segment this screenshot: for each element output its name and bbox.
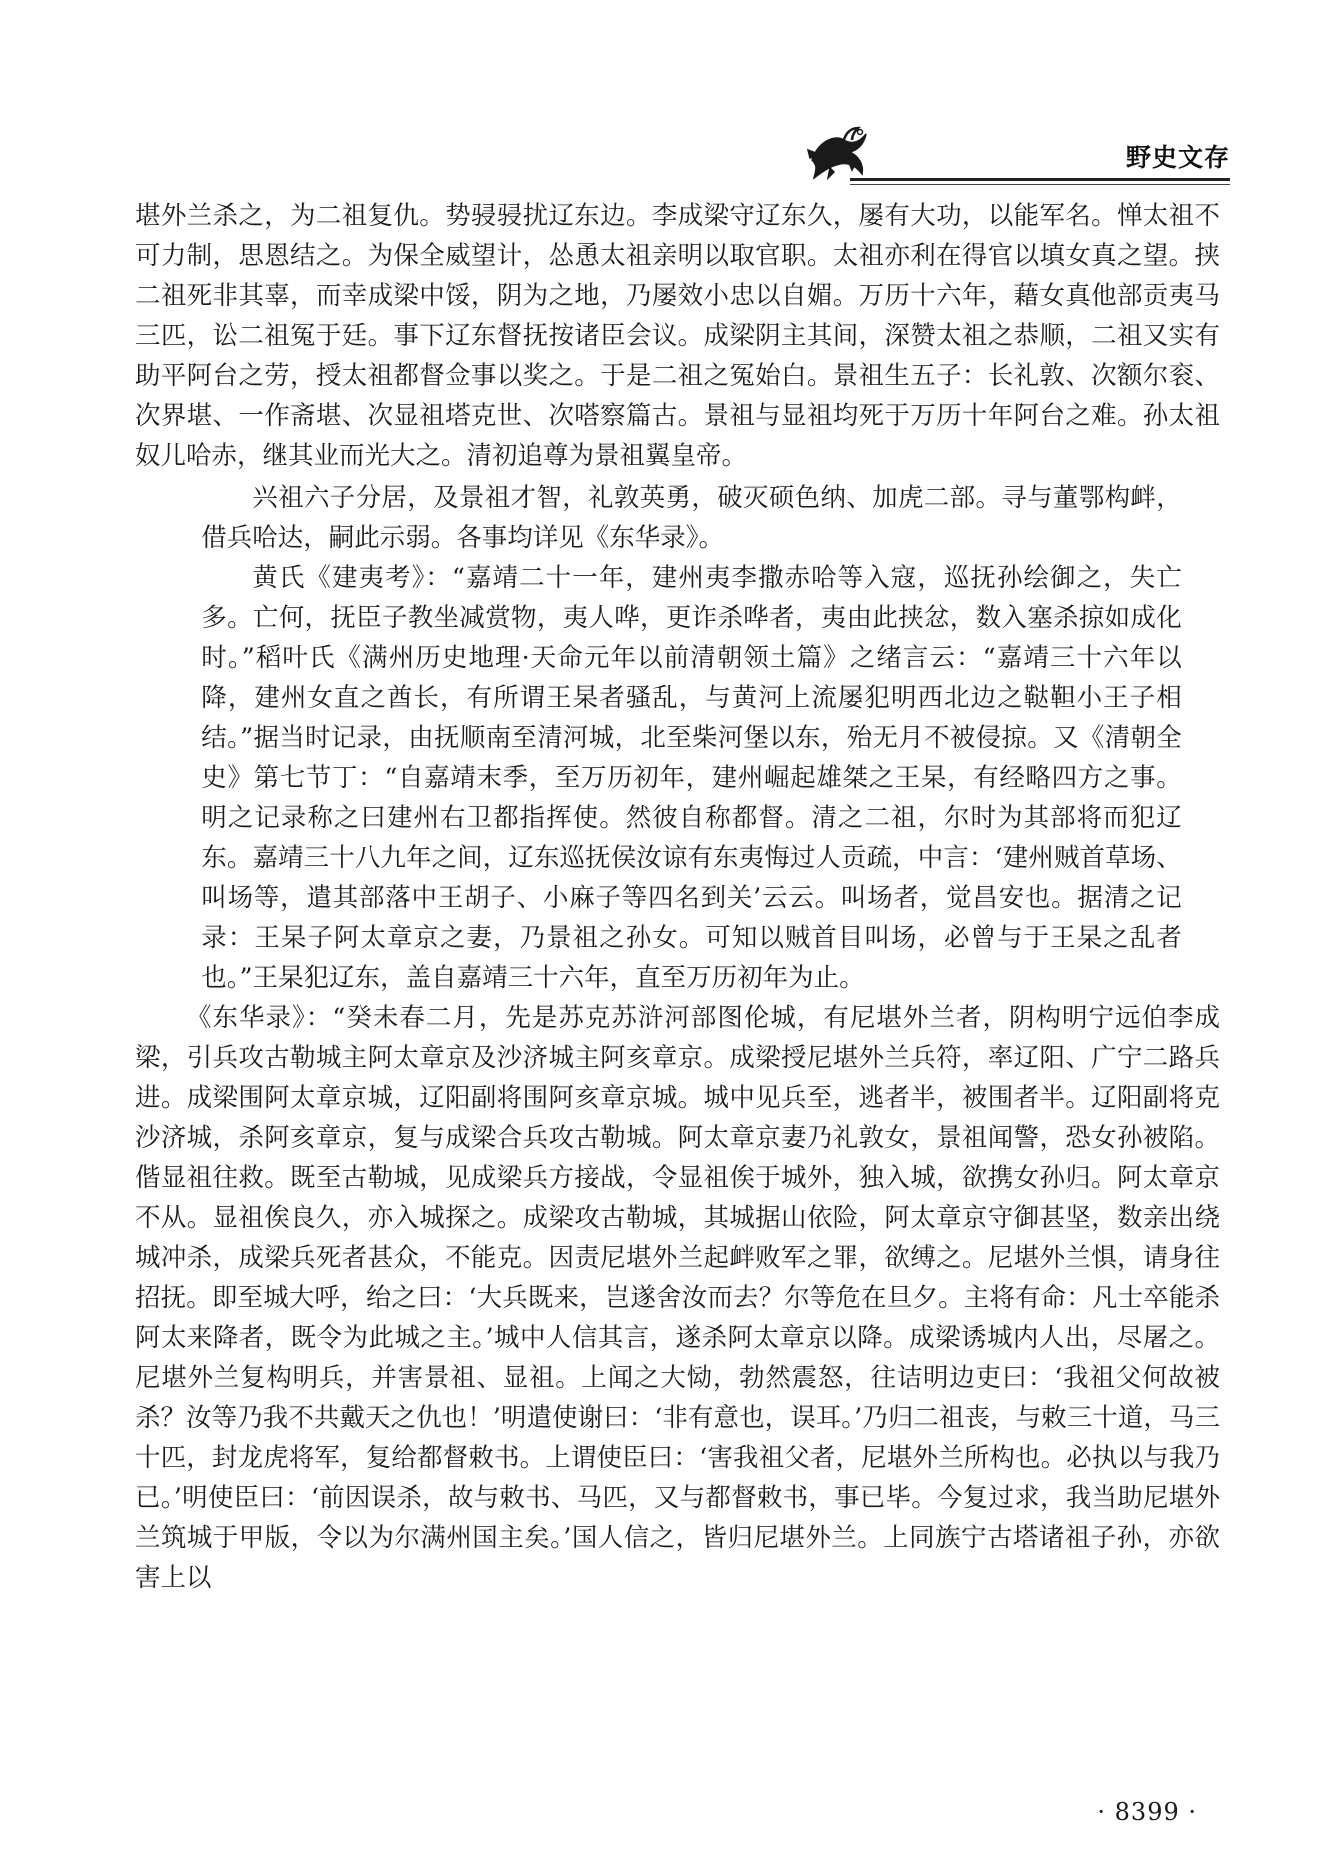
paragraph: 堪外兰杀之，为二祖复仇。势骎骎扰辽东边。李成梁守辽东久，屡有大功，以能军名。惮太祖不可力制，思恩结之。为保全威望计，怂恿太祖亲明以取官职。太祖亦利在得官以填女真之望。挟二祖死非其辜，而幸成梁中馁，阴为之地，乃屡效小忠以自媚。万历十六年，藉女真他部贡夷马三匹，讼二祖冤于廷。事下辽东督抚按诸臣会议。成梁阴主其间，深赞太祖之恭顺，二祖又实有助平阿台之劳，授太祖都督佥事以奖之。于是二祖之冤始白。景祖生五子：长礼敦、次额尔衮、次界堪、一作斋堪、次显祖塔克世、次嗒察篇古。景祖与显祖均死于万历十年阿台之难。孙太祖奴儿哈赤，继其业而光大之。清初追尊为景祖翼皇帝。 <box>135 201 1220 471</box>
section-title: 野史文存 <box>1125 143 1230 172</box>
quoted-paragraph: 黄氏《建夷考》：“嘉靖二十一年，建州夷李撒赤哈等入寇，巡抚孙绘御之，失亡多。亡何，抚臣子教坐减赏物，夷人哗，更诈杀哗者，夷由此挟忿，数入塞杀掠如成化时。”稻叶氏《满州历史地理·天命元年以前清朝领土篇》之绪言云：“嘉靖三十六年以降，建州女直之酋长，有所谓王杲者骚乱，与黄河上流屡犯明西北边之鞑靼小王子相结。”据当时记录，由抚顺南至清河城，北至柴河堡以东，殆无月不被侵掠。又《清朝全史》第七节丁：“自嘉靖末季，至万历初年，建州崛起雄桀之王杲，有经略四方之事。明之记录称之曰建州右卫都指挥使。然彼自称都督。清之二祖，尔时为其部将而犯辽东。嘉靖三十八九年之间，辽东巡抚侯汝谅有东夷悔过人贡疏，中言：‘建州贼首草场、叫场等，遣其部落中王胡子、小麻子等四名到关’云云。叫场者，觉昌安也。据清之记录：王杲子阿太章京之妻，乃景祖之孙女。可知以贼首目叫场，必曾与于王杲之乱者也。”王杲犯辽东，盖自嘉靖三十六年，直至万历初年为止。 <box>201 563 1182 993</box>
dragon-emblem-icon <box>800 120 880 184</box>
page-header <box>800 120 1230 190</box>
header-rule <box>850 178 1230 181</box>
quoted-paragraph: 兴祖六子分居，及景祖才智，礼敦英勇，破灭硕色纳、加虎二部。寻与董鄂构衅，借兵哈达，嗣此示弱。各事均详见《东华录》。 <box>201 483 1182 553</box>
header-rule-thin <box>850 184 1230 185</box>
main-text <box>135 196 1220 1598</box>
paragraph: 《东华录》：“癸未春二月，先是苏克苏浒河部图伦城，有尼堪外兰者，阴构明宁远伯李成梁，引兵攻古勒城主阿太章京及沙济城主阿亥章京。成梁授尼堪外兰兵符，率辽阳、广宁二路兵进。成梁围阿太章京城，辽阳副将围阿亥章京城。城中见兵至，逃者半，被围者半。辽阳副将克沙济城，杀阿亥章京，复与成梁合兵攻古勒城。阿太章京妻乃礼敦女，景祖闻警，恐女孙被陷。偕显祖往救。既至古勒城，见成梁兵方接战，令显祖俟于城外，独入城，欲携女孙归。阿太章京不从。显祖俟良久，亦入城探之。成梁攻古勒城，其城据山依险，阿太章京守御甚坚，数亲出绕城冲杀，成梁兵死者甚众，不能克。因责尼堪外兰起衅败军之罪，欲缚之。尼堪外兰惧，请身往招抚。即至城大呼，绐之曰：‘大兵既来，岂遂舍汝而去？尔等危在旦夕。主将有命：凡士卒能杀阿太来降者，既令为此城之主。’城中人信其言，遂杀阿太章京以降。成梁诱城内人出，尽屠之。尼堪外兰复构明兵，并害景祖、显祖。上闻之大恸，勃然震怒，往诘明边吏曰：‘我祖父何故被杀？汝等乃我不共戴天之仇也！’明遣使谢曰：‘非有意也，误耳。’乃归二祖丧，与敕三十道，马三十匹，封龙虎将军，复给都督敕书。上谓使臣曰：‘害我祖父者，尼堪外兰所构也。必执以与我乃已。’明使臣曰：‘前因误杀，故与敕书、马匹，又与都督敕书，事已毕。今复过求，我当助尼堪外兰筑城于甲版，令以为尔满州国主矣。’国人信之，皆归尼堪外兰。上同族宁古塔诸祖子孙，亦欲害上以 <box>135 1003 1220 1593</box>
page-number: · 8399 · <box>1097 1798 1197 1826</box>
